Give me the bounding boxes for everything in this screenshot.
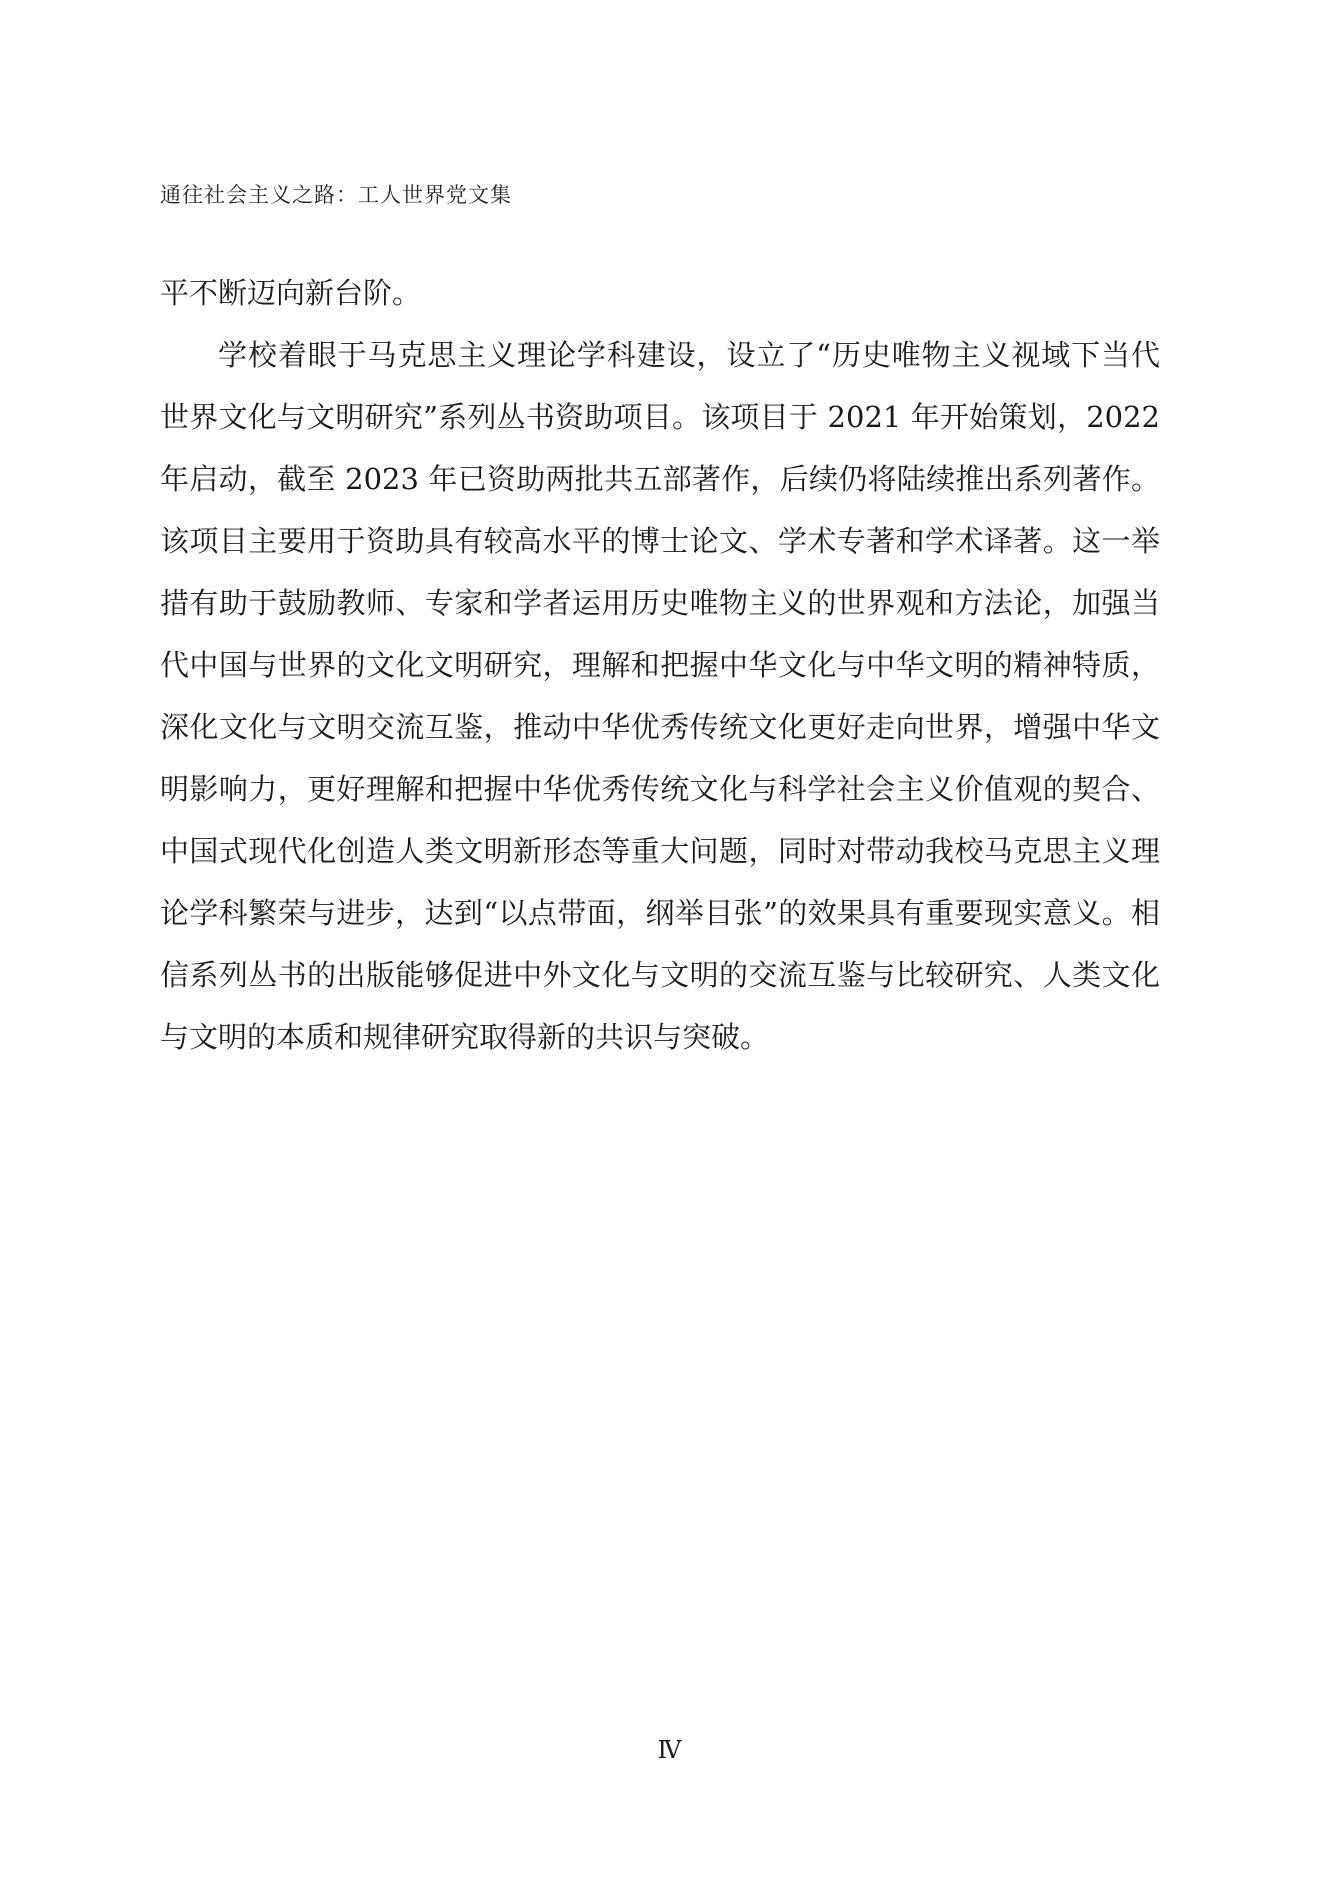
page-number: Ⅳ xyxy=(657,1736,682,1764)
body-text xyxy=(160,262,1160,1068)
main-paragraph: 学校着眼于马克思主义理论学科建设，设立了“历史唯物主义视域下当代世界文化与文明研究”系列丛书资助项目。该项目于 2021 年开始策划，2022 年启动，截至 2023 年已资助两批共五部著作，后续仍将陆续推出系列著作。该项目主要用于资助具有较高水平的博士论文、学术专著和学术译著。这一举措有助于鼓励教师、专家和学者运用历史唯物主义的世界观和方法论，加强当代中国与世界的文化文明研究，理解和把握中华文化与中华文明的精神特质，深化文化与文明交流互鉴，推动中华优秀传统文化更好走向世界，增强中华文明影响力，更好理解和把握中华优秀传统文化与科学社会主义价值观的契合、中国式现代化创造人类文明新形态等重大问题，同时对带动我校马克思主义理论学科繁荣与进步，达到“以点带面，纲举目张”的效果具有重要现实意义。相信系列丛书的出版能够促进中外文化与文明的交流互鉴与比较研究、人类文化与文明的本质和规律研究取得新的共识与突破。 xyxy=(160,338,1160,1054)
continuation-line: 平不断迈向新台阶。 xyxy=(160,276,422,310)
running-header: 通往社会主义之路：工人世界党文集 xyxy=(160,183,512,207)
